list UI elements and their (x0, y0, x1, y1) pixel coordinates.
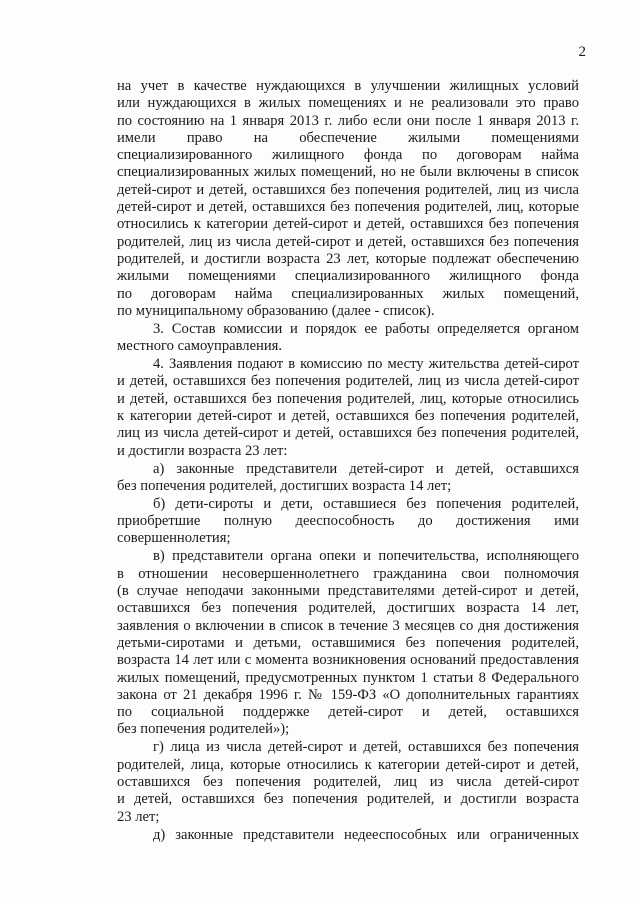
text-line: к категории детей-сирот и детей, оставшихся без попечения родителей, (117, 408, 579, 425)
paragraph (117, 461, 579, 496)
text-line: д) законные представители недееспособных или ограниченных (153, 826, 579, 843)
text-line: оставшихся без попечения родителей, лиц из числа детей-сирот (117, 774, 579, 790)
paragraph (117, 739, 579, 825)
text-line: лиц из числа детей-сирот и детей, оставшихся без попечения родителей, (117, 425, 579, 442)
text-line: заявления о включении в список в течение 3 месяцев со дня достижения (117, 617, 579, 634)
text-line: закона от 21 декабря 1996 г. № 159-ФЗ «О дополнительных гарантиях (117, 686, 579, 703)
text-line: 4. Заявления подают в комиссию по месту жительства детей-сирот (153, 356, 579, 373)
text-line: родителей, лиц из числа детей-сирот и детей, оставшихся без попечения (117, 233, 579, 250)
text-line: местного самоуправления. (117, 338, 283, 355)
text-line: в) представители органа опеки и попечительства, исполняющего (153, 548, 579, 565)
text-line: без попечения родителей, достигших возраста 14 лет; (117, 477, 452, 494)
text-line: детей-сирот и детей, оставшихся без попечения родителей, лиц, которые (117, 199, 579, 216)
text-line: а) законные представители детей-сирот и детей, оставшихся (153, 460, 579, 477)
text-line: оставшихся без попечения родителей, достигших возраста 14 лет, (117, 600, 579, 617)
text-line: имели право на обеспечение жилыми помещениями (117, 129, 579, 146)
text-line: 3. Состав комиссии и порядок ее работы определяется органом (153, 320, 579, 337)
text-line: приобретшие полную дееспособность до достижения ими (117, 513, 579, 530)
text-line: в отношении несовершеннолетнего гражданина свои полномочия (117, 565, 579, 582)
paragraph (117, 548, 579, 738)
text-line: по социальной поддержке детей-сирот и детей, оставшихся (117, 704, 579, 721)
text-line: специализированного жилищного фонда по договорам найма (117, 147, 579, 164)
text-line: относились к категории детей-сирот и детей, оставшихся без попечения (117, 216, 579, 233)
page-number: 2 (578, 44, 586, 60)
text-line: жилыми помещениями специализированного жилищного фонда (117, 268, 579, 285)
text-line: б) дети-сироты и дети, оставшиеся без попечения родителей, (153, 495, 579, 512)
text-line: родителей, и достигли возраста 23 лет, которые подлежат обеспечению (117, 250, 579, 267)
text-line: специализированных жилых помещений, но не были включены в список (117, 164, 579, 181)
text-line: жилых помещений, предусмотренных пунктом 1 статьи 8 Федерального (117, 669, 579, 686)
text-line: и детей, оставшихся без попечения родителей, и достигли возраста (117, 791, 579, 808)
document-body (117, 78, 579, 844)
paragraph (117, 321, 579, 356)
paragraph (117, 827, 579, 844)
text-line: и достигли возраста 23 лет: (117, 442, 288, 459)
text-line: на учет в качестве нуждающихся в улучшении жилищных условий (117, 78, 579, 94)
text-line: г) лица из числа детей-сирот и детей, оставшихся без попечения (153, 739, 579, 756)
paragraph (117, 356, 579, 460)
text-line: детей-сирот и детей, оставшихся без попечения родителей, лиц из числа (117, 181, 579, 198)
paragraph (117, 78, 579, 320)
text-line: или нуждающихся в жилых помещениях и не реализовали это право (117, 95, 579, 112)
paragraph (117, 496, 579, 548)
text-line: без попечения родителей»); (117, 721, 290, 738)
text-line: и детей, оставшихся без попечения родителей, лиц, которые относились (117, 390, 579, 407)
text-line: по договорам найма специализированных жилых помещений, (117, 285, 579, 302)
text-line: и детей, оставшихся без попечения родителей, лиц из числа детей-сирот (117, 373, 579, 390)
text-line: 23 лет; (117, 808, 160, 825)
text-line: родителей, лица, которые относились к категории детей-сирот и детей, (117, 756, 579, 773)
text-line: по муниципальному образованию (далее - список). (117, 302, 435, 319)
text-line: детьми-сиротами и детьми, оставшимися без попечения родителей, (117, 634, 579, 651)
text-line: совершеннолетия; (117, 530, 231, 547)
text-line: по состоянию на 1 января 2013 г. либо если они после 1 января 2013 г. (117, 112, 579, 129)
text-line: (в случае неподачи законными представителями детей-сирот и детей, (117, 583, 579, 600)
text-line: возраста 14 лет или с момента возникновения оснований предоставления (117, 652, 579, 669)
